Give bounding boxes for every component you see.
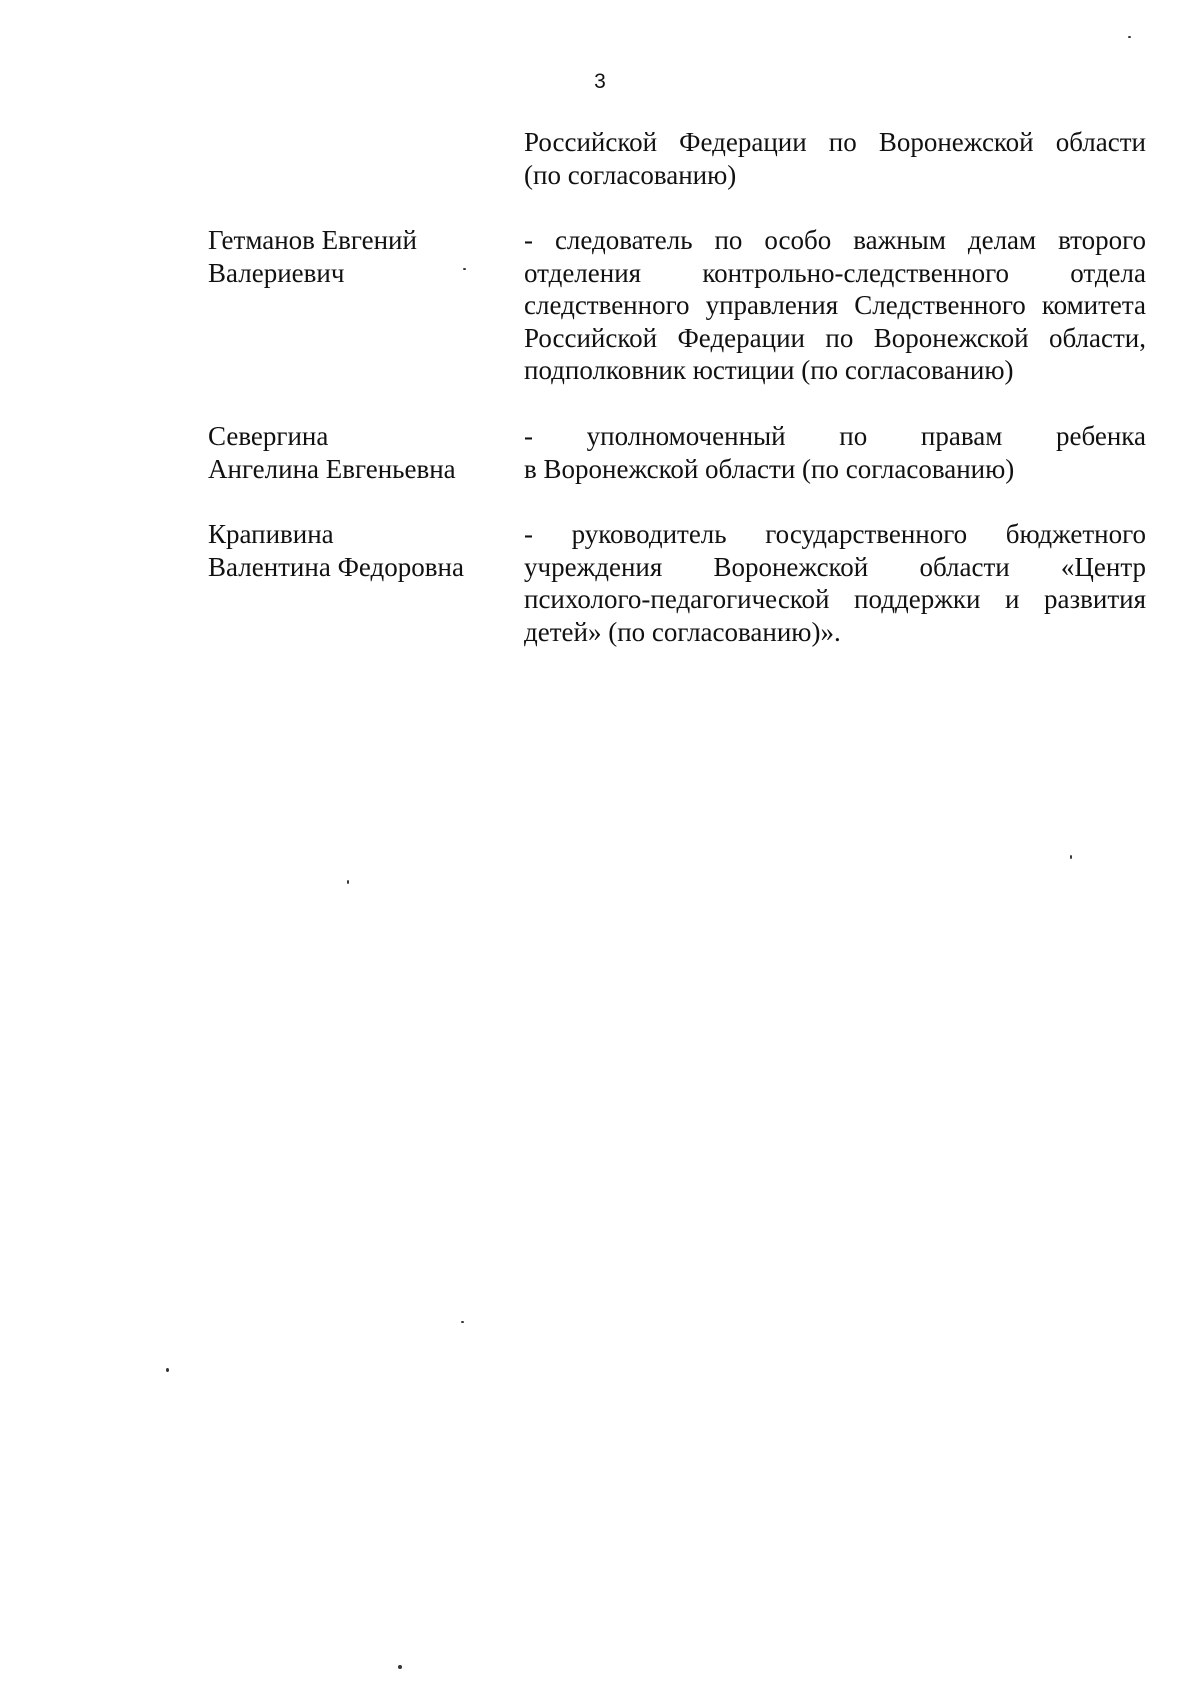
page-number: 3	[594, 70, 606, 93]
member-role-line: учреждения Воронежской области «Центр	[524, 551, 1146, 582]
scan-speck	[1128, 36, 1131, 38]
member-name-line: Севергина	[208, 421, 329, 451]
member-name	[208, 518, 508, 583]
member-role-line: в Воронежской области (по согласованию)	[524, 453, 1015, 484]
continuation-text	[524, 126, 1146, 191]
member-role-line: Российской Федерации по Воронежской области,	[524, 322, 1146, 353]
member-name-line: Крапивина	[208, 519, 334, 549]
scan-speck	[1070, 855, 1072, 859]
scan-speck	[347, 880, 349, 884]
member-name-line: Ангелина Евгеньевна	[208, 453, 456, 484]
member-role-line: следственного управления Следственного комитета	[524, 290, 1146, 320]
member-role-line: психолого-педагогической поддержки и развития	[524, 584, 1146, 614]
continuation-line: (по согласованию)	[524, 159, 737, 190]
member-name-line: Гетманов Евгений	[208, 225, 417, 255]
scan-speck	[461, 1321, 464, 1323]
member-role-line: подполковник юстиции (по согласованию)	[524, 355, 1014, 385]
member-role	[524, 224, 1146, 387]
member-role-line: детей» (по согласованию)».	[524, 616, 841, 647]
member-role-line: - руководитель государственного бюджетного	[524, 519, 1146, 549]
member-role	[524, 420, 1146, 485]
member-role-line: - уполномоченный по правам ребенка	[524, 421, 1146, 451]
scan-speck	[166, 1368, 169, 1372]
member-role-line: отделения контрольно-следственного отдела	[524, 257, 1146, 288]
scan-speck	[463, 268, 466, 270]
member-name-line: Валентина Федоровна	[208, 551, 464, 582]
member-name	[208, 420, 508, 485]
member-role-line: - следователь по особо важным делам второго	[524, 225, 1146, 255]
member-role	[524, 518, 1146, 648]
continuation-line: Российской Федерации по Воронежской области	[524, 127, 1146, 157]
scan-speck	[398, 1665, 402, 1669]
member-name-line: Валериевич	[208, 257, 345, 288]
member-name	[208, 224, 508, 289]
